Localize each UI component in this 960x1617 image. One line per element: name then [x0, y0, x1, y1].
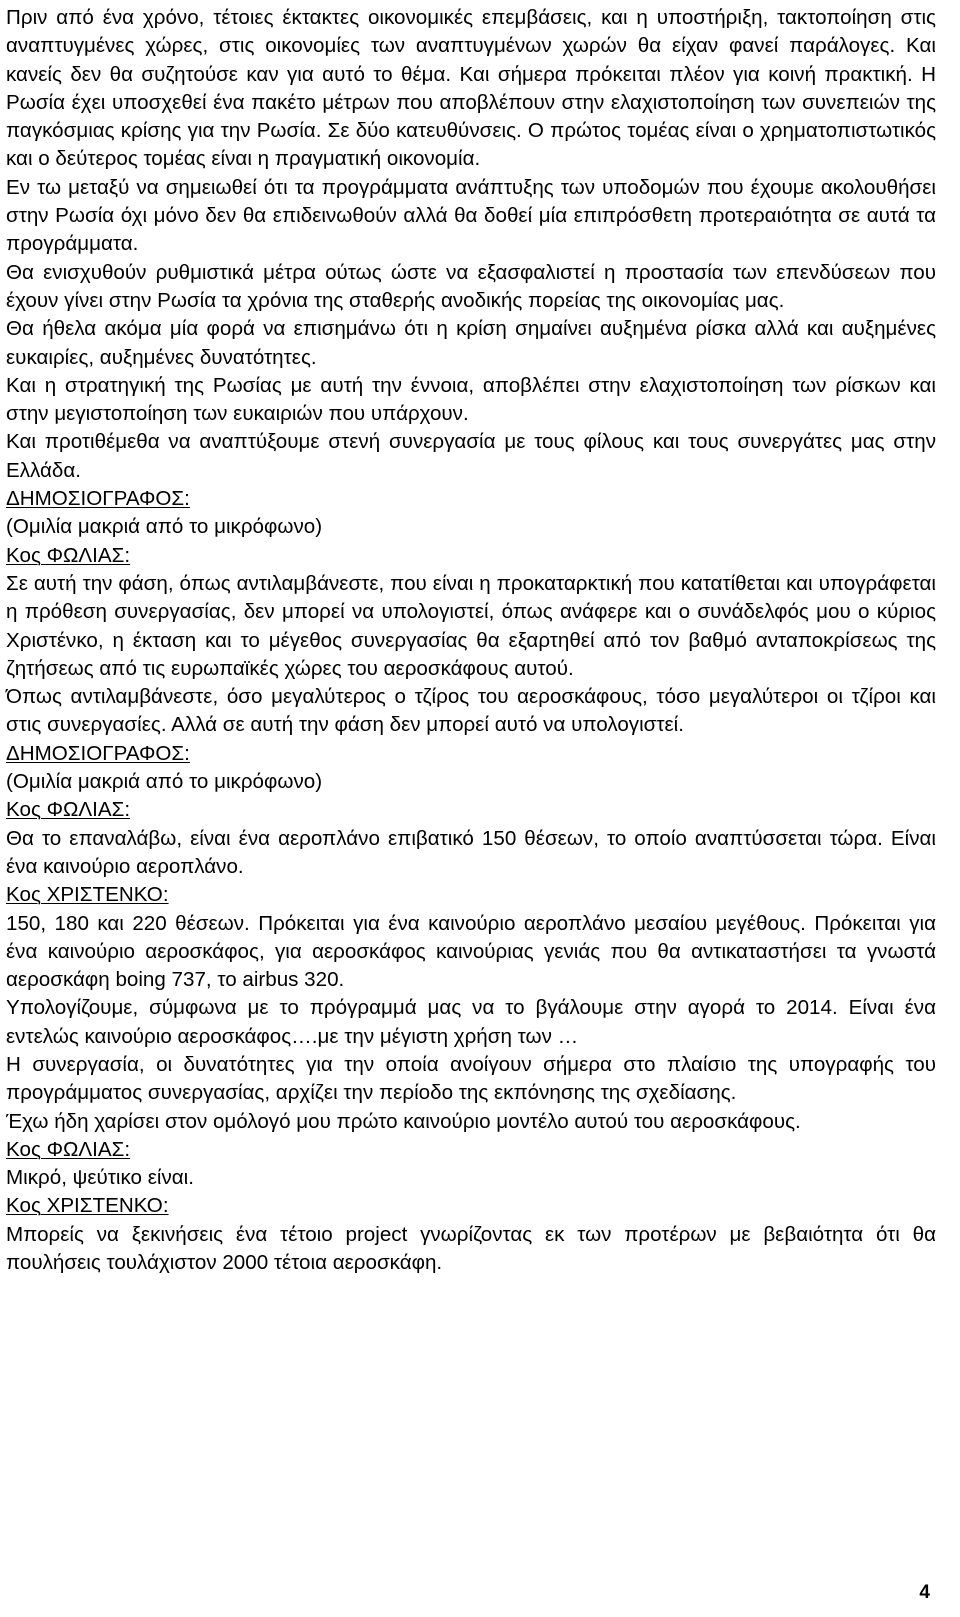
speaker-label: Κος ΦΩΛΙΑΣ:: [6, 1137, 131, 1161]
paragraph: 150, 180 και 220 θέσεων. Πρόκειται για ένα καινούριο αεροπλάνο μεσαίου μεγέθους. Πρόκειται για ένα καινούριο αεροσκάφος, για αεροσκάφος καινούριας γενιάς που θα αντικαταστήσει τα γνωστά αεροσκάφη boing 737, το airbus 320.: [6, 911, 936, 992]
speaker-label: Κος ΦΩΛΙΑΣ:: [6, 798, 131, 822]
paragraph: Θα ήθελα ακόμα μία φορά να επισημάνω ότι η κρίση σημαίνει αυξημένα ρίσκα αλλά και αυξημένες ευκαιρίες, αυξημένες δυνατότητες.: [6, 317, 936, 369]
page-number: 4: [919, 1582, 930, 1603]
paragraph: Όπως αντιλαμβάνεστε, όσο μεγαλύτερος ο τζίρος του αεροσκάφους, τόσο μεγαλύτεροι οι τζίροι και στις συνεργασίες. Αλλά σε αυτή την φάση δεν μπορεί αυτό να υπολογιστεί.: [6, 685, 936, 737]
paragraph: Μικρό, ψεύτικο είναι.: [6, 1166, 194, 1190]
paragraph: Μπορείς να ξεκινήσεις ένα τέτοιο project γνωρίζοντας εκ των προτέρων με βεβαιότητα ότι θα πουλήσεις τουλάχιστον 2000 τέτοια αεροσκάφη.: [6, 1222, 936, 1275]
paragraph: Εν τω μεταξύ να σημειωθεί ότι τα προγράμματα ανάπτυξης των υποδομών που έχουμε ακολουθήσει στην Ρωσία όχι μόνο δεν θα επιδεινωθούν αλλά θα δοθεί μία επιπρόσθετη προτεραιότητα σε αυτά τα προγράμματα.: [6, 175, 936, 256]
speaker-label: Κος ΦΩΛΙΑΣ:: [6, 543, 131, 567]
paragraph: Και προτιθέμεθα να αναπτύξουμε στενή συνεργασία με τους φίλους και τους συνεργάτες μας στην Ελλάδα.: [6, 430, 936, 482]
paragraph: Πριν από ένα χρόνο, τέτοιες έκτακτες οικονομικές επεμβάσεις, και η υποστήριξη, τακτοποίηση στις αναπτυγμένες χώρες, στις οικονομίες των αναπτυγμένων χωρών θα είχαν φανεί παράλογες. Και κανείς δεν θα συζητούσε καν για αυτό το θέμα. Και σήμερα πρόκειται πλέον για κοινή πρακτική. Η Ρωσία έχει υποσχεθεί ένα πακέτο μέτρων που αποβλέπουν στην ελαχιστοποίηση των συνεπειών της παγκόσμιας κρίσης για την Ρωσία. Σε δύο κατευθύνσεις. Ο πρώτος τομέας είναι ο χρηματοπιστωτικός και ο δεύτερος τομέας είναι η πραγματική οικονομία.: [6, 6, 936, 171]
paragraph: Έχω ήδη χαρίσει στον ομόλογό μου πρώτο καινούριο μοντέλο αυτού του αεροσκάφους.: [6, 1109, 801, 1133]
speaker-label: ΔΗΜΟΣΙΟΓΡΑΦΟΣ:: [6, 487, 190, 511]
paragraph: Θα το επαναλάβω, είναι ένα αεροπλάνο επιβατικό 150 θέσεων, το οποίο αναπτύσσεται τώρα. Είναι ένα καινούριο αεροπλάνο.: [6, 826, 936, 878]
speaker-label: ΔΗΜΟΣΙΟΓΡΑΦΟΣ:: [6, 741, 190, 765]
speaker-label: Κος ΧΡΙΣΤΕΝΚΟ:: [6, 1194, 169, 1218]
paragraph: Η συνεργασία, οι δυνατότητες για την οποία ανοίγουν σήμερα στο πλαίσιο της υπογραφής του προγράμματος συνεργασίας, αρχίζει την περίοδο της εκπόνησης της σχεδίασης.: [6, 1052, 936, 1105]
paragraph: (Ομιλία μακριά από το μικρόφωνο): [6, 770, 323, 794]
speaker-label: Κος ΧΡΙΣΤΕΝΚΟ:: [6, 883, 169, 907]
paragraph: Υπολογίζουμε, σύμφωνα με το πρόγραμμά μας να το βγάλουμε στην αγορά το 2014. Είναι ένα εντελώς καινούριο αεροσκάφος….με την μέγιστη χρήση των …: [6, 996, 936, 1048]
paragraph: Σε αυτή την φάση, όπως αντιλαμβάνεστε, που είναι η προκαταρκτική που κατατίθεται και υπογράφεται η πρόθεση συνεργασίας, δεν μπορεί να υπολογιστεί, όπως ανάφερε και ο συνάδελφός μου ο κύριος Χριστένκο, η έκταση και το μέγεθος συνεργασίας θα εξαρτηθεί από τον βαθμό ανταποκρίσεως της ζητήσεως από τις ευρωπαϊκές χώρες του αεροσκάφους αυτού.: [6, 571, 936, 680]
paragraph: (Ομιλία μακριά από το μικρόφωνο): [6, 515, 323, 539]
document-page: [6, 4, 936, 1277]
paragraph: Και η στρατηγική της Ρωσίας με αυτή την έννοια, αποβλέπει στην ελαχιστοποίηση των ρίσκων και στην μεγιστοποίηση των ευκαιριών που υπάρχουν.: [6, 373, 936, 426]
paragraph: Θα ενισχυθούν ρυθμιστικά μέτρα ούτως ώστε να εξασφαλιστεί η προστασία των επενδύσεων που έχουν γίνει στην Ρωσία τα χρόνια της σταθερής ανοδικής πορείας της οικονομίας μας.: [6, 260, 936, 312]
